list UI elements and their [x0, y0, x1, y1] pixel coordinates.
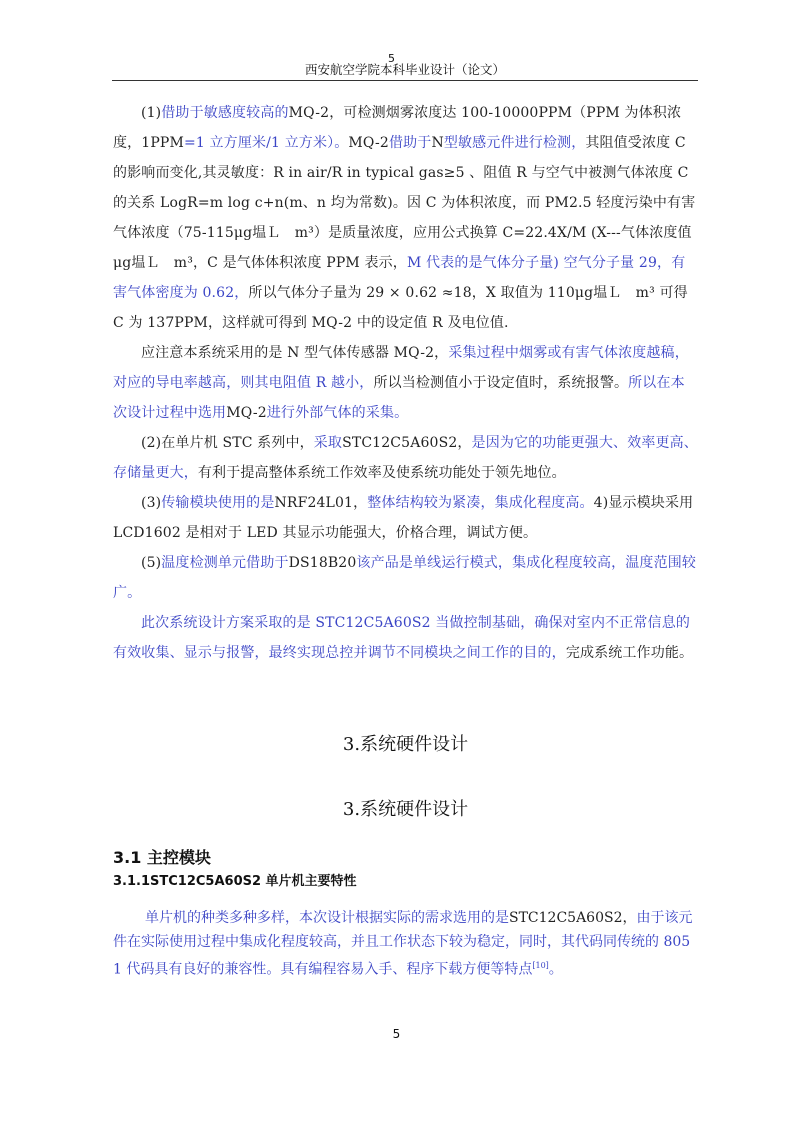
paragraph-transmission: (3)传输模块使用的是NRF24L01，整体结构较为紧凑，集成化程度高。4)显示模块采用 LCD1602 是相对于 LED 其显示功能强大，价格合理，调试方便。: [113, 495, 694, 541]
section-heading-duplicate: 3.系统硬件设计: [342, 799, 469, 820]
paragraph-stc-features: 单片机的种类多种多样，本次设计根据实际的需求选用的是STC12C5A60S2，由于该元件在实际使用过程中集成化程度较高，并且工作状态下较为稳定，同时，其代码同传统的 8051 代码具有良好的兼容性。具有编程容易入手、程序下载方便等特点[10]。: [113, 910, 693, 978]
paragraph-summary: 此次系统设计方案采取的是 STC12C5A60S2 当做控制基础，确保对室内不正常信息的有效收集、显示与报警，最终实现总控并调节不同模块之间工作的目的，完成系统工作功能。: [113, 615, 694, 661]
paragraph-sensor-note: 应注意本系统采用的是 N 型气体传感器 MQ-2，采集过程中烟雾或有害气体浓度越稿，对应的导电率越高，则其电阻值 R 越小，所以当检测值小于设定值时，系统报警。所以在本次设计过程中选用MQ-2进行外部气体的采集。: [113, 345, 689, 421]
main-body: [113, 98, 698, 668]
citation-marker: [10]: [532, 961, 549, 970]
paragraph-mq2: (1)借助于敏感度较高的MQ-2，可检测烟雾浓度达 100-10000PPM（PPM 为体积浓度，1PPM=1 立方厘米/1 立方米）。MQ-2借助于N型敏感元件进行检测，其阻值受浓度 C 的影响而变化,其灵敏度：R in air/R in typical gas≥5 、阻值 R 与空气中被测气体浓度 C 的关系 LogR=m log c+n(m、n 均为常数)。因 C 为体积浓度，而 PM2.5 轻度污染中有害气体浓度（75-115μg塭Ｌ m³）是质量浓度，应用公式换算 C=22.4X/M (X---气体浓度值μg塭Ｌ m³，C 是气体体积浓度 PPM 表示，M 代表的是气体分子量) 空气分子量 29，有害气体密度为 0.62，所以气体分子量为 29 × 0.62 ≈18，X 取值为 110μg塭Ｌ m³ 可得 C 为 137PPM，这样就可得到 MQ-2 中的设定值 R 及电位值.: [113, 105, 696, 331]
paragraph-mcu: (2)在单片机 STC 系列中，采取STC12C5A60S2，是因为它的功能更强大、效率更高、存储量更大，有利于提高整体系统工作效率及使系统功能处于领先地位。: [113, 435, 698, 481]
header-page-mark: 5: [388, 52, 395, 65]
page-number: 5: [392, 1027, 401, 1041]
subsubsection-heading: 3.1.1STC12C5A60S2 单片机主要特性: [113, 874, 357, 889]
header-rule: [112, 80, 698, 81]
paragraph-temperature: (5)温度检测单元借助于DS18B20该产品是单线运行模式，集成化程度较高，温度范围较广。: [113, 555, 697, 601]
subsection-heading: 3.1 主控模块: [113, 848, 211, 867]
page-header: 西安航空学院本科毕业设计（论文）: [304, 62, 505, 77]
section-heading: 3.系统硬件设计: [342, 734, 469, 755]
